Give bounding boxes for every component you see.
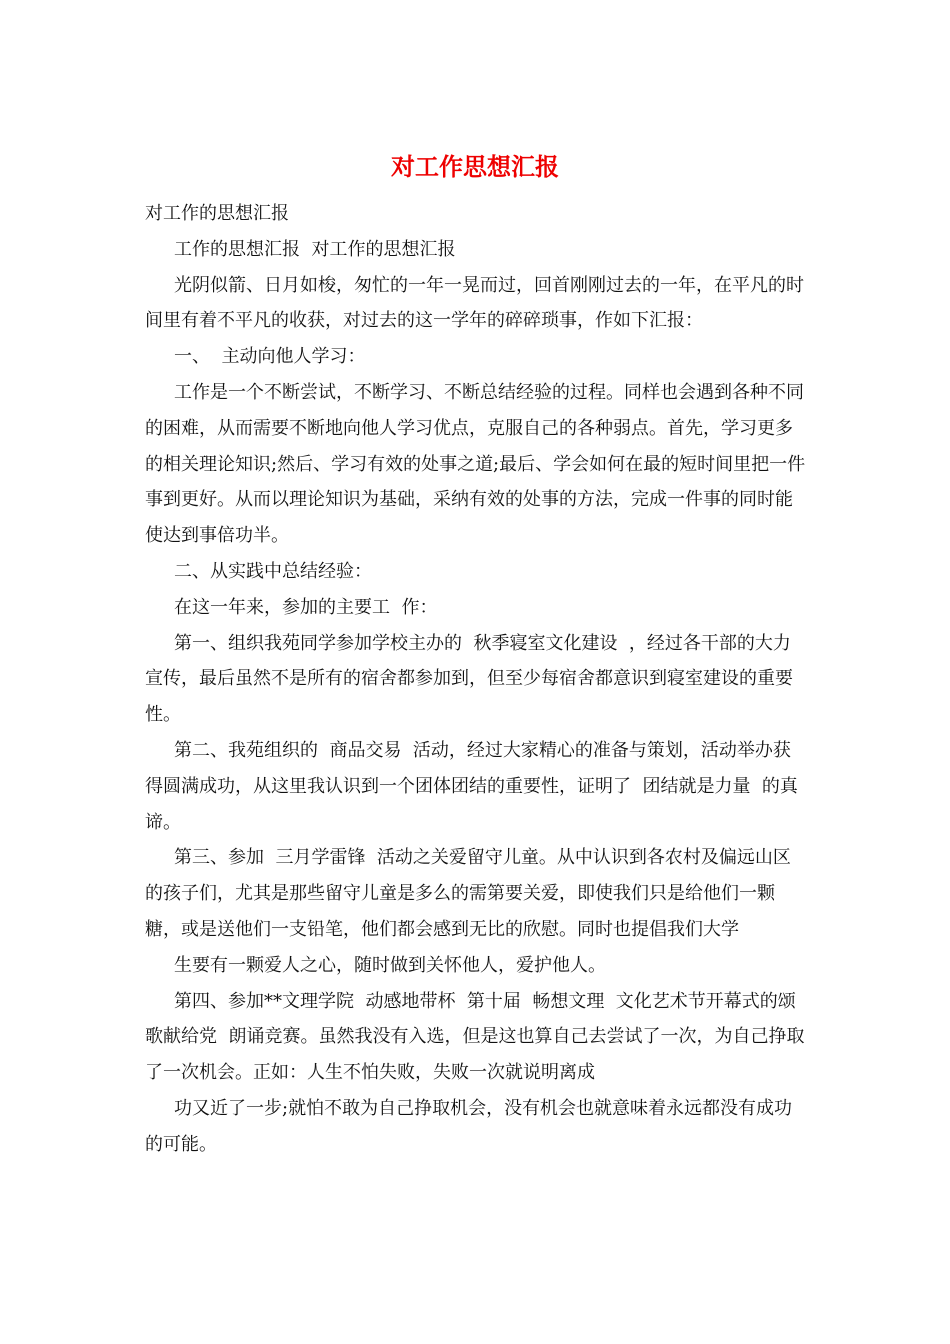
paragraph: 第一、组织我苑同学参加学校主办的 秋季寝室文化建设 ，经过各干部的大力宣传，最后虽然不是所有的宿舍都参加到，但至少每宿舍都意识到寝室建设的重要性。 [145, 632, 793, 726]
paragraph: 对工作的思想汇报 [145, 203, 289, 224]
paragraph: 光阴似箭、日月如梭，匆忙的一年一晃而过，回首刚刚过去的一年，在平凡的时间里有着不平凡的收获，对过去的这一学年的碎碎琐事，作如下汇报： [145, 274, 804, 332]
paragraph: 二、从实践中总结经验： [174, 560, 372, 582]
paragraph: 工作的思想汇报 对工作的思想汇报 [174, 238, 456, 260]
document-body [145, 196, 808, 1163]
paragraph: 第三、参加 三月学雷锋 活动之关爱留守儿童。从中认识到各农村及偏远山区的孩子们，尤其是那些留守儿童是多么的需第要关爱，即使我们只是给他们一颗糖，或是送他们一支铅笔，他们都会感到无比的欣慰。同时也提倡我们大学 [145, 847, 791, 940]
paragraph: 在这一年来，参加的主要工 作： [174, 596, 438, 618]
paragraph: 第四、参加**文理学院 动感地带杯 第十届 畅想文理 文化艺术节开幕式的颂歌献给党 朗诵竞赛。虽然我没有入选，但是这也算自己去尝试了一次，为自己挣取了一次机会。正如：人生不怕失败，失败一次就说明离成 [145, 990, 805, 1084]
paragraph: 一、 主动向他人学习： [174, 346, 366, 368]
paragraph: 生要有一颗爱人之心，随时做到关怀他人，爱护他人。 [174, 954, 606, 976]
paragraph: 工作是一个不断尝试，不断学习、不断总结经验的过程。同样也会遇到各种不同的困难，从而需要不断地向他人学习优点，克服自己的各种弱点。首先，学习更多 的相关理论知识;然后、学习有效的处事之道;最后、学会如何在最的短时间里把一件事到更好。从而以理论知识为基础，采纳有效的处事的方法，完成一件事的同时能使达到事倍功半。 [145, 381, 806, 547]
paragraph: 功又近了一步;就怕不敢为自己挣取机会，没有机会也就意味着永远都没有成功的可能。 [145, 1097, 793, 1155]
document-title: 对工作思想汇报 [391, 152, 559, 181]
paragraph: 第二、我苑组织的 商品交易 活动，经过大家精心的准备与策划，活动举办获得圆满成功，从这里我认识到一个团体团结的重要性，证明了 团结就是力量 的真谛。 [145, 739, 798, 833]
